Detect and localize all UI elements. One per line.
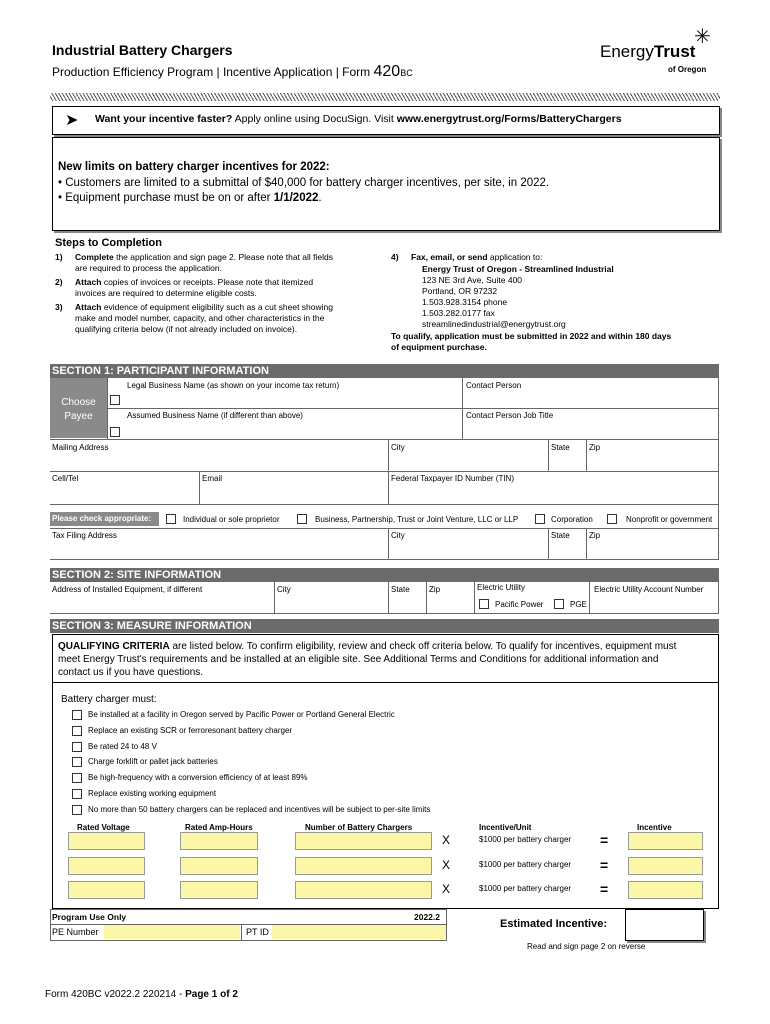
incentive-per-unit: $1000 per battery charger bbox=[479, 835, 572, 844]
criteria-item: Be high-frequency with a conversion efficiency of at least 89% bbox=[88, 773, 308, 783]
corporation-checkbox[interactable] bbox=[535, 514, 545, 524]
mailing-address-input[interactable] bbox=[52, 454, 386, 469]
pacific-power-checkbox[interactable] bbox=[479, 599, 489, 609]
qualifying-criteria-box: QUALIFYING CRITERIA are listed below. To confirm eligibility, review and check off criteria below. To qualify for incentives, equipment must meet Energy Trust's requirements and be installed at an eligible site. See Additional Terms and Conditions for additional information and contact us if you have questions. bbox=[52, 634, 719, 683]
form-title: Industrial Battery Chargers bbox=[52, 42, 233, 58]
equals-sign: = bbox=[600, 881, 609, 897]
section2-header: SECTION 2: SITE INFORMATION bbox=[50, 568, 719, 582]
rated-voltage-input[interactable] bbox=[68, 857, 145, 875]
section1-header: SECTION 1: PARTICIPANT INFORMATION bbox=[50, 364, 719, 378]
estimated-incentive-label: Estimated Incentive: bbox=[500, 918, 607, 930]
check-appropriate-label: Please check appropriate: bbox=[50, 512, 159, 526]
number-of-chargers-input[interactable] bbox=[295, 881, 432, 899]
steps-heading: Steps to Completion bbox=[55, 237, 162, 249]
times-sign: X bbox=[442, 882, 451, 896]
business-checkbox[interactable] bbox=[297, 514, 307, 524]
estimated-incentive-field[interactable] bbox=[625, 909, 704, 941]
form-number: 420 bbox=[373, 63, 401, 80]
limits-notice: New limits on battery charger incentives for 2022: • Customers are limited to a submittal of $40,000 for battery charger incentives, per site, in 2022. • Equipment purchase must be on or after 1/1/2022. bbox=[52, 137, 720, 231]
incentive-input[interactable] bbox=[628, 857, 703, 875]
assumed-business-name-input[interactable] bbox=[112, 424, 460, 438]
pt-id-input[interactable] bbox=[272, 925, 446, 939]
criteria-item: Charge forklift or pallet jack batteries bbox=[88, 757, 218, 767]
nonprofit-checkbox[interactable] bbox=[607, 514, 617, 524]
energy-trust-logo: ✳ EnergyTrust of Oregon bbox=[600, 26, 711, 74]
hatch-divider bbox=[50, 93, 720, 101]
criteria-item: Replace an existing SCR or ferroresonant battery charger bbox=[88, 725, 293, 735]
criteria-checkbox[interactable] bbox=[72, 805, 82, 815]
rated-amp-hours-input[interactable] bbox=[180, 832, 258, 850]
rated-voltage-input[interactable] bbox=[68, 832, 145, 850]
criteria-item: No more than 50 battery chargers can be replaced and incentives will be subject to per-site limits bbox=[88, 804, 431, 814]
rated-voltage-input[interactable] bbox=[68, 881, 145, 899]
criteria-checkbox[interactable] bbox=[72, 757, 82, 767]
criteria-item: Replace existing working equipment bbox=[88, 789, 217, 798]
criteria-checkbox[interactable] bbox=[72, 742, 82, 752]
number-of-chargers-input[interactable] bbox=[295, 832, 432, 850]
section3-header: SECTION 3: MEASURE INFORMATION bbox=[50, 619, 719, 633]
criteria-checkbox[interactable] bbox=[72, 789, 82, 799]
footer: Form 420BC v2022.2 220214 - Page 1 of 2 bbox=[45, 989, 238, 1000]
incentive-input[interactable] bbox=[628, 832, 703, 850]
docusign-banner: ➤ Want your incentive faster? Apply online using DocuSign. Visit www.energytrust.org/Forms/BatteryChargers bbox=[52, 106, 720, 135]
docusign-link[interactable]: www.energytrust.org/Forms/BatteryChargers bbox=[396, 113, 622, 125]
criteria-checkbox[interactable] bbox=[72, 773, 82, 783]
individual-checkbox[interactable] bbox=[166, 514, 176, 524]
pge-checkbox[interactable] bbox=[554, 599, 564, 609]
equals-sign: = bbox=[600, 856, 609, 873]
incentive-input[interactable] bbox=[628, 881, 703, 899]
paper-plane-icon: ➤ bbox=[65, 112, 79, 129]
sun-icon: ✳ bbox=[694, 26, 711, 48]
incentive-per-unit: $1000 per battery charger bbox=[479, 859, 572, 869]
times-sign: X bbox=[442, 833, 451, 847]
number-of-chargers-input[interactable] bbox=[295, 857, 432, 875]
incentive-per-unit: $1000 per battery charger bbox=[479, 884, 572, 893]
criteria-item: Be installed at a facility in Oregon served by Pacific Power or Portland General Electric bbox=[88, 710, 395, 719]
times-sign: X bbox=[442, 857, 451, 872]
criteria-checkbox[interactable] bbox=[72, 710, 82, 720]
pe-number-input[interactable] bbox=[104, 925, 240, 939]
rated-amp-hours-input[interactable] bbox=[180, 881, 258, 899]
choose-payee-button[interactable]: Choose Payee bbox=[50, 378, 107, 438]
legal-business-name-input[interactable] bbox=[112, 393, 460, 407]
criteria-checkbox[interactable] bbox=[72, 726, 82, 736]
rated-amp-hours-input[interactable] bbox=[180, 857, 258, 875]
equals-sign: = bbox=[600, 832, 609, 848]
form-subtitle: Production Efficiency Program | Incentive Application | Form 420BC bbox=[52, 63, 413, 80]
criteria-item: Be rated 24 to 48 V bbox=[88, 741, 157, 751]
